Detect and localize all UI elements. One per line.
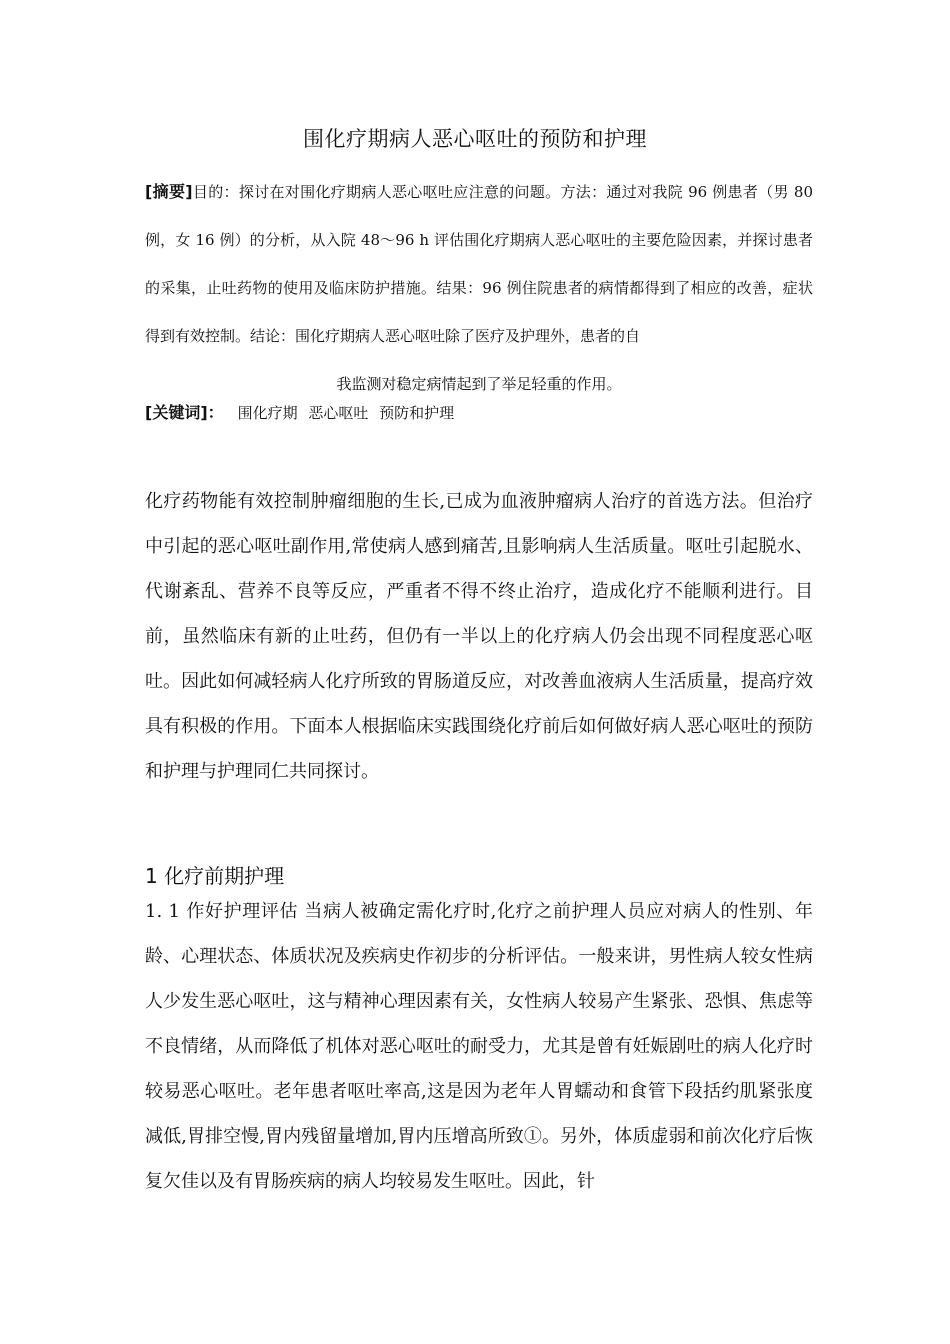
- keywords-line: [145, 400, 454, 423]
- abstract-text: 目的：探讨在对围化疗期病人恶心呕吐应注意的问题。方法：通过对我院 96 例患者（男 80 例，女 16 例）的分析，从入院 48～96 h 评估围化疗期病人恶心呕吐的主要危险因素，并探讨患者的采集，止吐药物的使用及临床防护措施。结果：96 例住院患者的病情都得到了相应的改善，症状得到有效控制。结论：围化疗期病人恶心呕吐除了医疗及护理外，患者的自: [145, 183, 813, 345]
- abstract-block: [145, 168, 813, 408]
- intro-paragraph: 化疗药物能有效控制肿瘤细胞的生长,已成为血液肿瘤病人治疗的首选方法。但治疗中引起的恶心呕吐副作用,常使病人感到痛苦,且影响病人生活质量。呕吐引起脱水、代谢紊乱、营养不良等反应，严重者不得不终止治疗，造成化疗不能顺利进行。目前，虽然临床有新的止吐药，但仍有一半以上的化疗病人仍会出现不同程度恶心呕吐。因此如何减轻病人化疗所致的胃肠道反应，对改善血液病人生活质量，提高疗效具有积极的作用。下面本人根据临床实践围绕化疗前后如何做好病人恶心呕吐的预防和护理与护理同仁共同探讨。: [145, 491, 813, 782]
- keywords-label: [关键词]：: [145, 403, 224, 422]
- document-title: 围化疗期病人恶心呕吐的预防和护理: [303, 127, 647, 151]
- abstract-last-line: 我监测对稳定病情起到了举足轻重的作用。: [336, 375, 622, 393]
- keywords-terms: 围化疗期 恶心呕吐 预防和护理: [237, 404, 455, 422]
- abstract-label: [摘要]: [145, 182, 193, 201]
- section-1-paragraph: 1. 1 作好护理评估 当病人被确定需化疗时,化疗之前护理人员应对病人的性别、年龄、心理状态、体质状况及疾病史作初步的分析评估。一般来讲，男性病人较女性病人少发生恶心呕吐，这与精神心理因素有关，女性病人较易产生紧张、恐惧、焦虑等不良情绪，从而降低了机体对恶心呕吐的耐受力，尤其是曾有妊娠剧吐的病人化疗时较易恶心呕吐。老年患者呕吐率高,这是因为老年人胃蠕动和食管下段括约肌紧张度减低,胃排空慢,胃内残留量增加,胃内压增高所致①。另外，体质虚弱和前次化疗后恢复欠佳以及有胃肠疾病的病人均较易发生呕吐。因此，针: [145, 901, 813, 1192]
- section-1-heading: 1 化疗前期护理: [145, 864, 285, 888]
